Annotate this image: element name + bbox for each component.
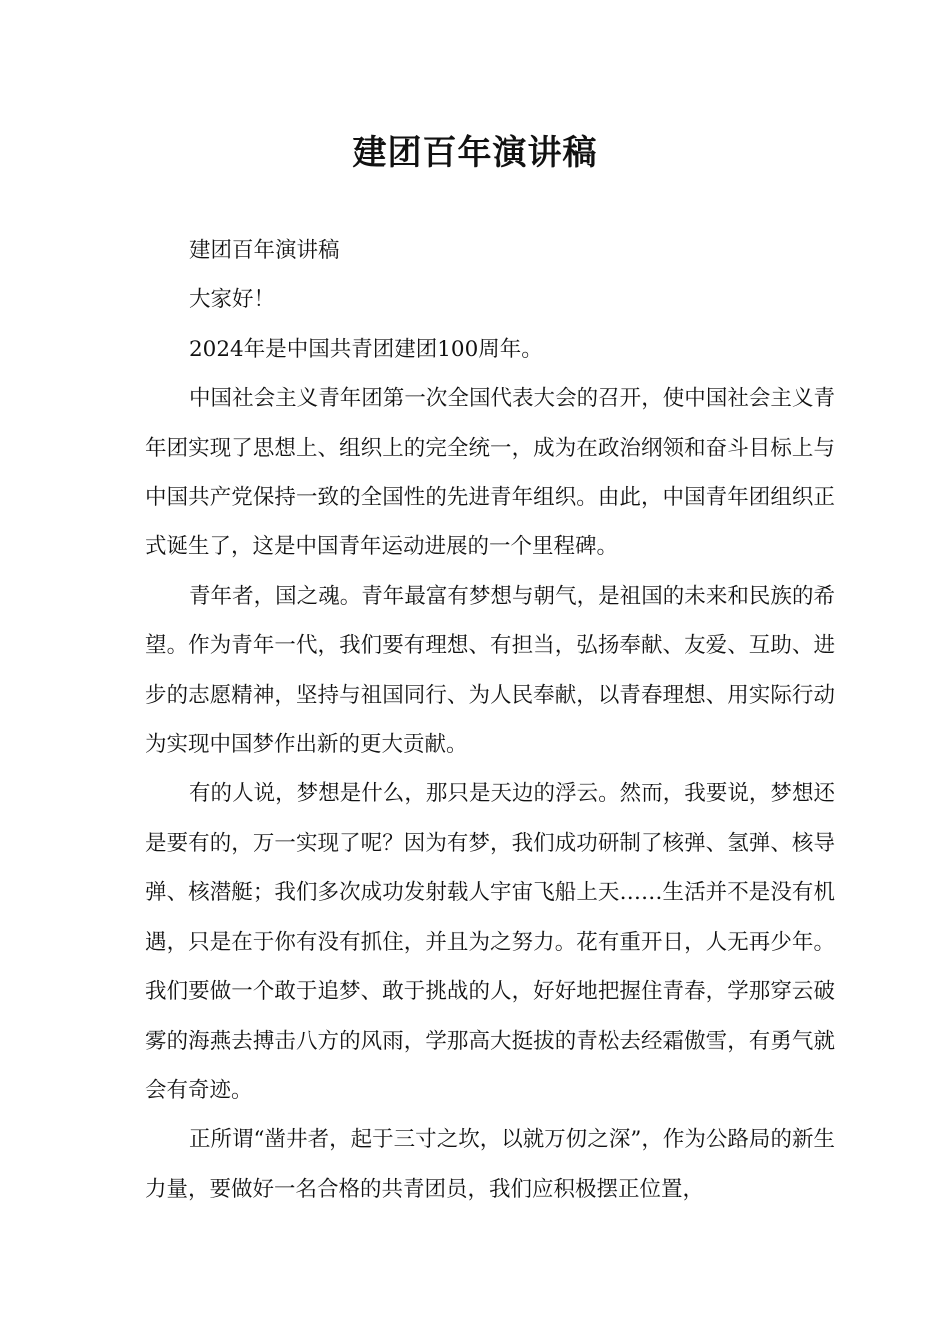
paragraph-history: 中国社会主义青年团第一次全国代表大会的召开，使中国社会主义青年团实现了思想上、组织上的完全统一，成为在政治纲领和奋斗目标上与中国共产党保持一致的全国性的先进青年组织。由此，中国青年团组织正式诞生了，这是中国青年运动进展的一个里程碑。	[145, 386, 835, 560]
paragraph-anniversary: 2024年是中国共青团建团100周年。	[189, 336, 543, 362]
document-body	[145, 226, 835, 1214]
document-title: 建团百年演讲稿	[352, 133, 598, 173]
paragraph-youth: 青年者，国之魂。青年最富有梦想与朝气，是祖国的未来和民族的希望。作为青年一代，我们要有理想、有担当，弘扬奉献、友爱、互助、进步的志愿精神，坚持与祖国同行、为人民奉献，以青春理想、用实际行动为实现中国梦作出新的更大贡献。	[145, 583, 835, 758]
paragraph-greeting: 大家好！	[189, 287, 276, 313]
paragraph-action: 正所谓“凿井者，起于三寸之坎，以就万仞之深”，作为公路局的新生力量，要做好一名合格的共青团员，我们应积极摆正位置，	[145, 1127, 835, 1202]
paragraph-dream: 有的人说，梦想是什么，那只是天边的浮云。然而，我要说，梦想还是要有的，万一实现了呢？因为有梦，我们成功研制了核弹、氢弹、核导弹、核潜艇；我们多次成功发射载人宇宙飞船上天……生活并不是没有机遇，只是在于你有没有抓住，并且为之努力。花有重开日，人无再少年。我们要做一个敢于追梦、敢于挑战的人，好好地把握住青春，学那穿云破雾的海燕去搏击八方的风雨，学那高大挺拔的青松去经霜傲雪，有勇气就会有奇迹。	[145, 781, 835, 1103]
paragraph-subtitle: 建团百年演讲稿	[189, 238, 340, 263]
